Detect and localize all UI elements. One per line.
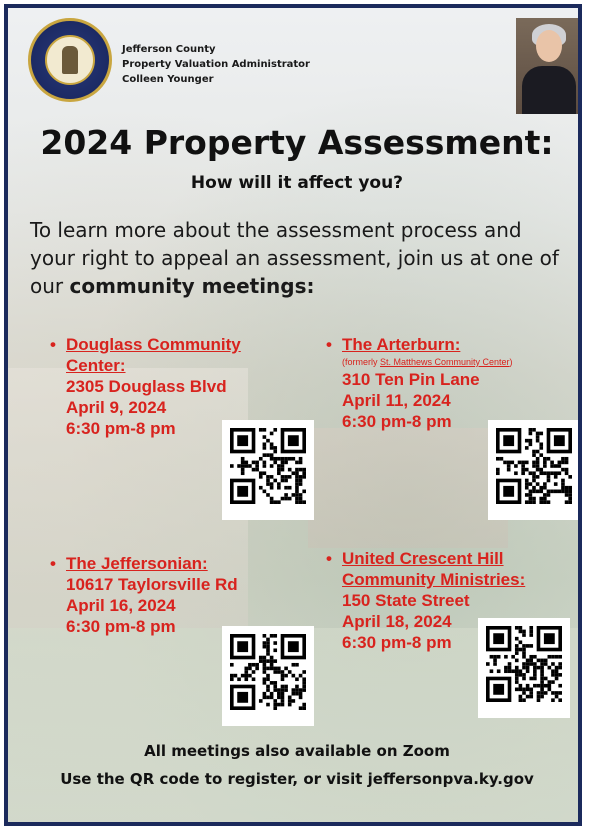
- venue-name[interactable]: The Arterburn:: [342, 335, 461, 354]
- venue-address: 10617 Taylorsville Rd: [66, 575, 238, 594]
- venue-name[interactable]: Douglass Community Center:: [66, 335, 241, 375]
- header-office: Property Valuation Administrator: [122, 59, 310, 70]
- venue-time: 6:30 pm-8 pm: [66, 419, 176, 438]
- venue-arterburn: [326, 334, 513, 432]
- bullet-icon: •: [326, 335, 332, 354]
- venue-address: 310 Ten Pin Lane: [342, 370, 480, 389]
- flyer-frame: [4, 4, 582, 826]
- former-name-link[interactable]: St. Matthews Community Center: [380, 357, 510, 367]
- qr-code-jeffersonian[interactable]: [222, 626, 314, 726]
- venue-time: 6:30 pm-8 pm: [66, 617, 176, 636]
- bullet-icon: •: [326, 549, 332, 568]
- intro-paragraph: [30, 216, 570, 300]
- footer-register-note: Use the QR code to register, or visit jeffersonpva.ky.gov: [60, 770, 534, 788]
- venue-address: 2305 Douglass Blvd: [66, 377, 227, 396]
- venue-former-name-note: (formerly St. Matthews Community Center): [342, 357, 513, 367]
- administrator-photo: [516, 18, 580, 114]
- header-county: Jefferson County: [122, 44, 216, 55]
- qr-code-douglass[interactable]: [222, 420, 314, 520]
- venue-douglass: [50, 334, 241, 439]
- background-house-image-2: [308, 428, 508, 548]
- kentucky-seal-logo: [28, 18, 112, 102]
- header-organization: [122, 42, 310, 87]
- venue-date: April 9, 2024: [66, 398, 167, 417]
- venue-time: 6:30 pm-8 pm: [342, 412, 452, 431]
- venue-date: April 11, 2024: [342, 391, 451, 410]
- venue-date: April 18, 2024: [342, 612, 452, 631]
- page-subtitle: How will it affect you?: [190, 173, 404, 193]
- page-title: 2024 Property Assessment:: [40, 123, 554, 162]
- bullet-icon: •: [50, 335, 56, 354]
- venue-date: April 16, 2024: [66, 596, 176, 615]
- intro-bold-text: community meetings:: [69, 274, 315, 298]
- venue-time: 6:30 pm-8 pm: [342, 633, 452, 652]
- header-administrator-name: Colleen Younger: [122, 74, 214, 85]
- venue-jeffersonian: [50, 553, 238, 637]
- venue-name[interactable]: The Jeffersonian:: [66, 554, 208, 573]
- intro-text: To learn more about the assessment process and your right to appeal an assessment, join us at one of our: [30, 218, 559, 298]
- bullet-icon: •: [50, 554, 56, 573]
- qr-code-arterburn[interactable]: [488, 420, 580, 520]
- qr-code-crescent-hill[interactable]: [478, 618, 570, 718]
- venue-name[interactable]: United Crescent Hill Community Ministries:: [342, 549, 526, 589]
- footer-zoom-note: All meetings also available on Zoom: [144, 742, 450, 760]
- venue-address: 150 State Street: [342, 591, 470, 610]
